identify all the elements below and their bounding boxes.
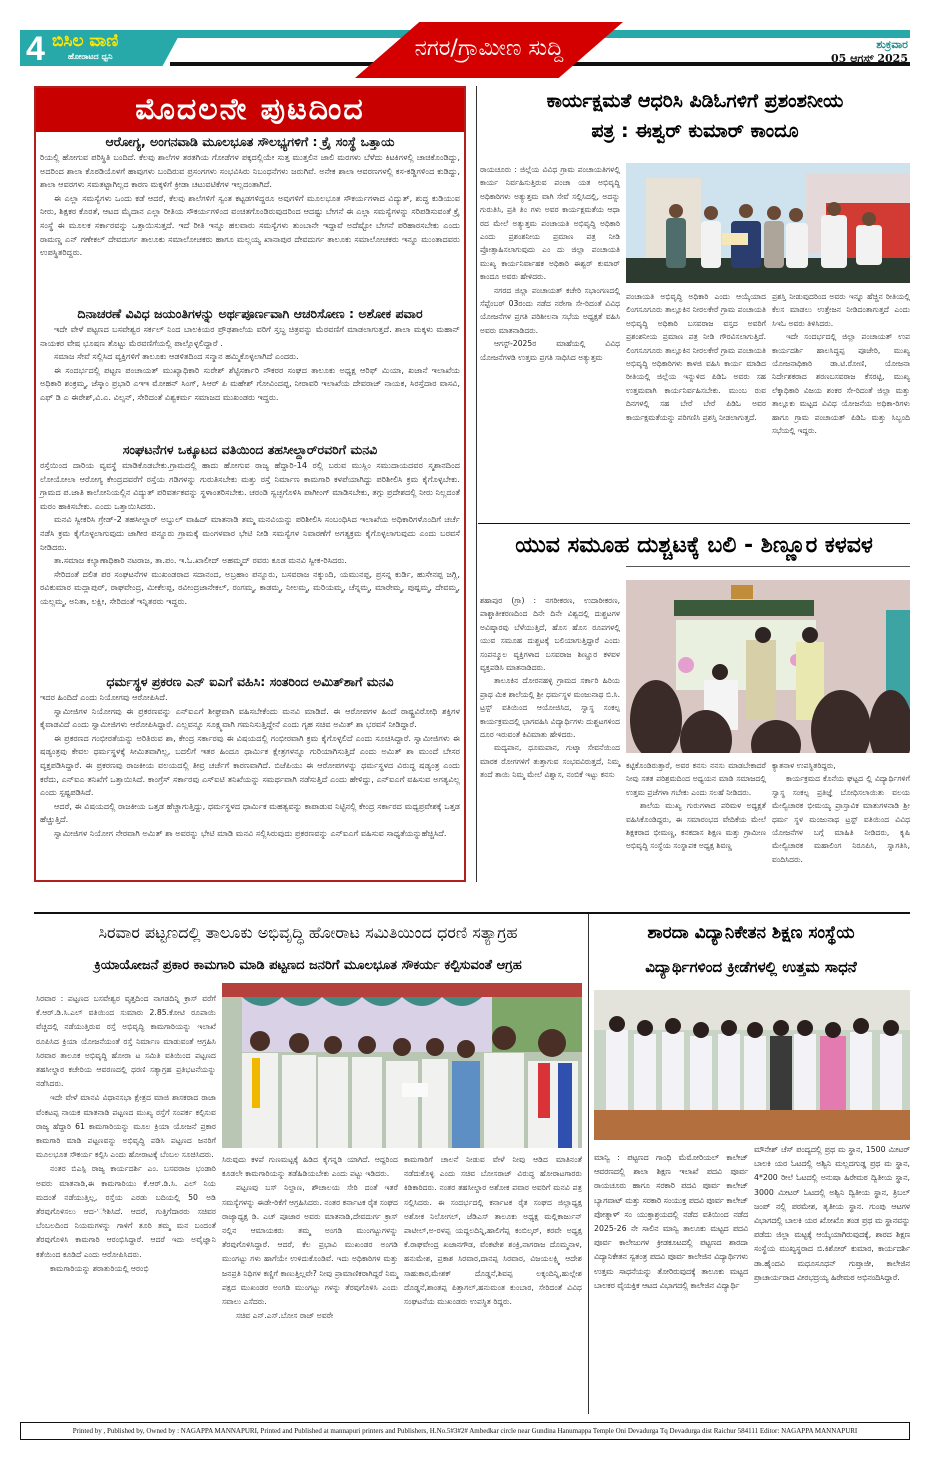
- sharada-headline-line1: ಶಾರದಾ ವಿದ್ಯಾನಿಕೇತನ ಶಿಕ್ಷಣ ಸಂಸ್ಥೆಯ: [647, 923, 855, 943]
- pdo-column-1: [480, 163, 620, 364]
- paragraph: ತಾಲೂಕಿನ ದೋರನಹಳ್ಳಿ ಗ್ರಾಮದ ಸರ್ಕಾರಿ ಹಿರಿಯ ಪ್ರಾಥ ಮಿಕ ಶಾಲೆಯಲ್ಲಿ ಶ್ರೀ ಧರ್ಮಸ್ಥಳ ಮಂಜುನಾಥ ಬಿ.ಸಿ. ಟ್ರಸ್ಟ್ ವತಿಯಿಂದ ಆಯೋಜಿಸಿದ, ಸ್ವಾಸ್ಥ ಸಂಕಲ್ಪ ಕಾರ್ಯಕ್ರಮದಲ್ಲಿ ಭಾಗವಹಿಸಿ ವಿದ್ಯಾರ್ಥಿಗಳು ದುಶ್ಚಟಗಳಿಂದ ದೂರ ಇರುವಂತೆ ಕಿವಿಮಾತು ಹೇಳಿದರು.: [480, 676, 620, 740]
- article-dharmasthala-body: [40, 691, 460, 841]
- paragraph: ಇದರ ಹಿಂದಿದೆ ಎಂದು ನಿಯೋಗವು ಆರೋಪಿಸಿದೆ.: [40, 692, 168, 702]
- youth-headline: ಯುವ ಸಮೂಹ ದುಶ್ಚಟಕ್ಕೆ ಬಲಿ - ಶಿಣ್ಣೂರ ಕಳವಳ: [515, 533, 873, 558]
- page-number: 4: [26, 30, 45, 68]
- paragraph: ಆದರೆ, ಈ ವಿಷಯದಲ್ಲಿ ರಾಜಕೀಯ ಒತ್ತಡ ಹೆಚ್ಚಾಗುತ್ತಿದ್ದು, ಧರ್ಮಸ್ಥಳದ ಧಾರ್ಮಿಕ ಮಹತ್ವವನ್ನು ಕಾಪಾಡುವ ನಿಟ್ಟಿನಲ್ಲಿ ಕೇಂದ್ರ ಸರ್ಕಾರದ ಮಧ್ಯಪ್ರವೇಶಕ್ಕೆ ಒತ್ತಡ ಹೆಚ್ಚುತ್ತಿದೆ.: [40, 800, 460, 825]
- paragraph: ಮೌನೇಶ್ ಚೆಸ್ ಪಂದ್ಯದಲ್ಲಿ ಪ್ರಥ ಮ ಸ್ಥಾನ, 1500 ಮೀಟರ್ ಬಾಲಕಿ ಯರ ಓಟದಲ್ಲಿ ಅಶ್ವಿನಿ ಮಲ್ಲದಗುಡ್ಡ ಪ್ರಥ ಮ ಸ್ಥಾನ, 4*200 ರೀಲೆ ಓಟದಲ್ಲಿ ಅನುಷಾ ಹಿರೇಮಠ ದ್ವಿತೀಯ ಸ್ಥಾನ, 3000 ಮೀಟರ್ ಓಟದಲ್ಲಿ ಅಶ್ವಿನಿ ದ್ವಿತೀಯ ಸ್ಥಾನ, ತ್ರಿಬಲ್ ಜಂಪ್ ನಲ್ಲಿ ಪರಮೇಶ, ತೃತೀಯ ಸ್ಥಾನ. ಗುಂಪು ಆಟಗಳ ವಿಭಾಗದಲ್ಲಿ ಬಾಲಕಿ ಯರ ಖೋಖೊ ತಂಡ ಪ್ರಥ ಮ ಸ್ಥಾನವನ್ನು ಪಡೆದು ಜಿಲ್ಲಾ ಮಟ್ಟಕ್ಕೆ ಆಯ್ಕೆಯಾಗಿರುವುದಕ್ಕೆ, ಶಾರದ ಶಿಕ್ಷಣ ಸಂಸ್ಥೆಯ ಮುಖ್ಯಸ್ಥರಾದ ಬಿ.ಕಿಶೋರ್ ಕುಮಾರ, ಕಾರ್ಯದರ್ಶಿ ಡಾ.ಹೈಂದವಿ ಮಧೂಸೂಧನ್ ಗುಪ್ತಾಜೀ, ಕಾಲೇಜಿನ ಪ್ರಾಚಾರ್ಯರಾದ ವೀರಭದ್ರಯ್ಯ ಹಿರೇಮಠ ಅಭಿನಂದಿಸಿದ್ದಾರೆ.: [754, 1145, 910, 1282]
- sirwar-column-2: [222, 1153, 398, 1323]
- paragraph: ಕಾಮಗಾರಿಗೆ ಚಾಲನೆ ನೀಡುವ ವೇಳೆ ನೀವು ಆಡಿದ ಮಾತಿನಂತೆ ನಡೆದುಕೊಳ್ಳಿ ಎಂದು ಸಚಿವ ಬೋಸರಾಜ್ ವಿರುದ್ಧ ಹೋರಾಟಗಾರರು ಕಿಡಿಕಾರಿದರು. ನಂತರ ತಹಸೀಲ್ದಾರ ಅಶೋಕ ಪವಾರ ಅವರಿಗೆ ಮನವಿ ಪತ್ರ ಸಲ್ಲಿಸಿದರು. ಈ ಸಂದರ್ಭದಲ್ಲಿ ಕರ್ನಾಟಕ ರೈತ ಸಂಘದ ಜಿಲ್ಲಾಧ್ಯಕ್ಷ ಅಶೋಕ ನಿಲೋಗಲ್, ಜೆಡಿಎಸ್ ತಾಲೂಕು ಅಧ್ಯಕ್ಷ ಮಲ್ಲಿಕಾರ್ಜುನ್ ಪಾಟೀಲ್,ಅ-ರಳಪ್ಪ ಯದ್ದಲದಿನ್ನಿ,ಹಾಲಿಗೆಪ್ಪ ಕಂಬಿಲ್ಕರ್, ಕರವೇ ಅಧ್ಯಕ್ಷ ಕೆ.ರಾಘವೇಂದ್ರ ಖಜಾನಗೌಡ, ವೆಂಕಟೇಶ ಶಂಕ್ರಿ,ನಾಗರಾಜ ದೊಮ್ಮನಾಳ, ಹನುಮೇಶ, ಪ್ರಕಾಶ ಸಿರವಾರ,ದಾನಪ್ಪ ಸಿರವಾರ, ವಿಜಯಲಕ್ಷ್ಮಿ ಆದೇಶ ಸಾಹುಕಾರ,ಮೇಶಕ್ ದೊಡ್ಡನೆ,ಶಿವಪ್ಪ ಲಕ್ಕಂದಿನ್ನಿ,ಹುಲ್ಲೇಶ ದೊಡ್ಡನೆ,ಶಾಂತಪ್ಪ ಪಿತ್ತಾಗಲ್,ಹನುಮಂತ ಕುಂಬಾರ, ಸೇರಿದಂತೆ ವಿವಿಧ ಸಂಘಟನೆಯ ಮುಖಂಡರು ಉಪಸ್ಥಿತ ರಿದ್ದರು.: [404, 1155, 582, 1307]
- pdo-headline-line2: ಪತ್ರ : ಈಶ್ವರ್ ಕುಮಾರ್ ಕಾಂದೂ: [591, 120, 799, 142]
- paragraph: ಕಾರ್ಯಕ್ರಮದ ಕೊನೆಯ ಘಟ್ಟದ ಲ್ಲಿ ವಿದ್ಯಾರ್ಥಿಗಳಿಗೆ ಸ್ವಾಸ್ಥ ಸಂಕಲ್ಪ ಪ್ರತಿಜ್ಞೆ ಬೋಧಿಸಲಾಯಿತು ವಲಯ ಮೇಲ್ವಿಚಾರಕ ಭೀಮಯ್ಯ ಪ್ರಾಸ್ತಾವಿಕ ಮಾತುಗಳನಾಡಿ ಶ್ರೀ ಧರ್ಮ ಸ್ಥಳ ಮಂಜುನಾಥ ಟ್ರಸ್ಟ್ ವತಿಯಿಂದ ವಿವಿಧ ಯೋಜನೆಗಳ ಬಗ್ಗೆ ಮಾಹಿತಿ ನೀಡಿದರು, ಕೃಷಿ ಮೇಲ್ವಿಚಾರಕ ಮಹಾಲಿಂಗ ನಿರೂಪಿಸಿ, ಸ್ವಾಗತಿಸಿ, ವಂದಿಸಿದರು.: [772, 774, 910, 864]
- article-divider: [478, 523, 910, 524]
- paragraph: ಈ ಎಲ್ಲಾ ಸಮಸ್ಯೆಗಳು ಒಂದು ಕಡೆ ಆದರೆ, ಕೆಲವು ಶಾಲೆಗಳಿಗೆ ಸ್ವಂತ ಕಟ್ಟಡಗಳಿದ್ದರೂ ಅವುಗಳಿಗೆ ಮೂಲಭೂತ ಸೌಕರ್ಯಗಳಾದ ವಿದ್ಯುತ್, ಶುದ್ಧ ಕುಡಿಯುವ ನೀರು, ಶಿಕ್ಷಕರ ಕೊರತೆ, ಆಟದ ಮೈದಾನ ಎಲ್ಲಾ ರೀತಿಯ ಸೌಕರ್ಯಗಳಿಂದ ವಂಚಿತಗೊಂಡಿರುವುದರಿಂದ ಆದಷ್ಟು ಬೇಗನೆ ಈ ಎಲ್ಲಾ ಸಮಸ್ಯೆಗಳನ್ನು ಸರಿಪಡಿಸುವಂತೆ ಕ್ರೈ ಸಂಸ್ಥೆ ಈ ಮೂಲಕ ಸರ್ಕಾರವನ್ನು ಒತ್ತಾಯಿಸುತ್ತದೆ. ಇದೆ ರೀತಿ ಇನ್ನೂ ಹಲವಾರು ಸಮಸ್ಯೆಗಳು ತುಂಬಾನೇ ಇದ್ದಾವೆ ಅದೆಷ್ಟೋ ಬೇಗನೆ ಪರಿಹಾರಸಬೇಕು ಎಂದು ರಾಮಣ್ಣ ಎನ್ ಗಣೇಕಲ್ ದೇವದುರ್ಗ ತಾಲೂಕು ಸಮಾಲೋಚಕರು ಹಾಗೂ ಮಲ್ಲಯ್ಯ ಖಾನಾಪುರ ದೇವದುರ್ಗ ತಾಲೂಕು ಸಮಾಲೋಚಕರು ಇನ್ನೂ ಮುಂತಾದವರು ಉಪಸ್ಥಿತರಿದ್ದರು.: [40, 192, 460, 258]
- paragraph: ಸಮಾಜ ಸೇವೆ ಸಲ್ಲಿಸಿದ ವ್ಯಕ್ತಿಗಳಿಗೆ ತಾಲೂಕು ಆಡಳಿತದಿಂದ ಸನ್ಮಾನ ಹಮ್ಮಿಕೊಳ್ಳಲಾಗಿದೆ ಎಂದರು.: [54, 351, 299, 362]
- subhead-tahsildar: ಸಂಘಟನೆಗಳ ಒಕ್ಕೂಟದ ವತಿಯಿಂದ ತಹಸೀಲ್ದಾರ್‌ರವರಿಗೆ ಮನವಿ: [122, 442, 378, 457]
- paragraph: ಸ್ವಾಮೀಜಿಗಳ ನಿಯೋಗವು ಈ ಪ್ರಕರಣವನ್ನು ಎನ್‌ಐಎಗೆ ಶೀಘ್ರವಾಗಿ ವಹಿಸಬೇಕೆಂದು ಮನವಿ ಮಾಡಿದೆ. ಈ ಆರೋಪಗಳ ಹಿಂದೆ ರಾಷ್ಟ್ರವಿರೋಧಿ ಶಕ್ತಿಗಳ ಕೈವಾಡವಿದೆ ಎಂದು ಸ್ವಾಮೀಜಿಗಳು ಆರೋಪಿಸಿದ್ದಾರೆ. ಎಲ್ಲವನ್ನೂ ಸೂಕ್ಷ್ಮವಾಗಿ ಗಮನಿಸುತ್ತಿದ್ದೇನೆ ಎಂದು ಗೃಹ ಸಚಿವ ಅಮಿತ್ ಶಾ ಭರವಸೆ ನೀಡಿದ್ದಾರೆ.: [40, 705, 460, 730]
- paragraph: ರಸ್ತೆಯಿಂದ ದಾರಿಯ ವ್ಯವಸ್ಥೆ ಮಾಡಿಕೊಡಬೇಕು.ಗ್ರಾಮದಲ್ಲಿ ಹಾದು ಹೋಗುವ ರಾಜ್ಯ ಹೆದ್ದಾರಿ-14 ರಲ್ಲಿ ಬರುವ ಮುಸ್ಲಿಂ ಸಮುದಾಯದವರ ಸ್ಮಶಾನದಿಂದ ಲೋಯೋಲಾ ಆರೋಗ್ಯ ಕೇಂದ್ರದವರೆಗೆ ರಸ್ತೆಯ ಗಡಿಗಳನ್ನು ಗುರುತಿಸಬೇಕು ಮತ್ತು ರಸ್ತೆ ನಿರ್ಮಾಣ ಕಾಮಗಾರಿ ಕಳಪೆಯಾಗಿದ್ದು ಪರಿಶೀಲಿಸಿ ಕ್ರಮ ಕೈಗೊಳ್ಳಬೇಕು. ಗ್ರಾಮದ ಪ.ಜಾತಿ ಕಾಲೋನಿಯಲ್ಲಿನ ವಿದ್ಯುತ್ ಪರಿವರ್ತಕವನ್ನು ಸ್ಥಳಾಂತರಿಸಬೇಕು. ಚರಂಡಿ ಸ್ವಚ್ಛಗೊಳಿಸಿ ಪಾಗೀಂಗ್ ಮಾಡಿಸಬೇಕು, ತಗ್ಗು ಪ್ರದೇಶದಲ್ಲಿ ನೀರು ನಿಲ್ಲದಂತೆ ಮರಂ ಹಾಕಿಸಬೇಕು. ಎಂದು ಒತ್ತಾಯಿಸಿದರು.: [40, 460, 460, 511]
- pdo-column-2: [626, 290, 766, 424]
- paragraph: ತಾ.ಸಮಾಜ ಕಲ್ಯಾಣಾಧಿಕಾರಿ ನಟರಾಜ, ತಾ.ಪಂ. ಇ.ಓ.ಖಾಲೀದ್ ಅಹಮ್ಮದ್ ರವರು ಕೂಡ ಮನವಿ ಸ್ವೀಕ-ರಿಸಿದರು.: [54, 555, 347, 566]
- paragraph: ಮನವಿ ಸ್ವೀಕರಿಸಿ ಗ್ರೇಡ್-2 ತಹಸೀಲ್ದಾರ್ ಅಬ್ದುಲ್ ವಾಹಿದ್ ಮಾತನಾಡಿ ತಮ್ಮ ಮನವಿಯನ್ನು ಪರಿಶೀಲಿಸಿ ಸಂಬಂಧಿಸಿದ ಇಲಾಖೆಯ ಅಧಿಕಾರಿಗಳೊಂದಿಗೆ ಚರ್ಚೆ ನಡೆಸಿ ಕ್ರಮ ಕೈಗೊಳ್ಳಲಾಗುವುದು ಜಾಗೀರ ಪನ್ನೂರು ಗ್ರಾಮಕ್ಕೆ ಮಂಗಳವಾರ ಭೇಟಿ ನೀಡಿ ಸಮಸ್ಯೆಗಳ ನಿವಾರಣೆಗೆ ಅಗತ್ಯಕ್ರಮ ಕೈಗೊಳ್ಳಲಾಗುವುದು ಎಂದು ಬರವಸೆ ನೀಡಿದರು.: [40, 514, 460, 552]
- paragraph: ಮಾನ್ವಿ : ಪಟ್ಟಣದ ಗಾಂಧಿ ಮೆಮೋರಿಯಲ್ ಕಾಲೇಜ್ ಆವರಣದಲ್ಲಿ ಶಾಲಾ ಶಿಕ್ಷಣ ಇಲಾಖೆ ಪದವಿ ಪೂರ್ವ ರಾಯಚೂರು ಹಾಗೂ ಸರಕಾರಿ ಪದವಿ ಪೂರ್ವ ಕಾಲೇಜ್ ಬ್ಯಾಗವಾಟ್ ಮತ್ತು ಸರಕಾರಿ ಸಂಯುಕ್ತ ಪದವಿ ಪೂರ್ವ ಕಾಲೇಜ್ ಪೋತ್ನಾಳ್ ಸಂ ಯುಕ್ತಾಶ್ರಯದಲ್ಲಿ ನಡೆದ ವತಿಯಿಂದ ನಡೆದ 2025-26 ನೇ ಸಾಲಿನ ಮಾನ್ವಿ ತಾಲೂಕು ಮಟ್ಟದ ಪದವಿ ಪೂರ್ವ ಕಾಲೇಜುಗಳ ಕ್ರೀಡಕೂಟದಲ್ಲಿ ಪಟ್ಟಣದ ಶಾರದಾ ವಿದ್ಯಾನಿಕೇತನ ಸ್ವತಂತ್ರ ಪದವಿ ಪೂರ್ವ ಕಾಲೇಜಿನ ವಿದ್ಯಾರ್ಥಿಗಳು ಉತ್ತಮ ಸಾಧನೆಯನ್ನು ತೋರಿರುವುದಕ್ಕೆ ತಾಲೂಕು ಮಟ್ಟದ ಬಾಲಕರ ವೈಯಕ್ತಿಕ ಆಟದ ವಿಭಾಗದಲ್ಲಿ ಕಾಲೇಜಿನ ವಿದ್ಯಾರ್ಥಿ: [594, 1153, 748, 1290]
- section-title: ನಗರ/ಗ್ರಾಮೀಣ ಸುದ್ದಿ: [414, 36, 564, 61]
- pdo-headline-line1: ಕಾರ್ಯಕ್ಷಮತೆ ಆಧರಿಸಿ ಪಿಡಿಓಗಳಿಗೆ ಪ್ರಶಂಶನೀಯ: [546, 90, 844, 112]
- paper-name: ಬಿಸಿಲ ವಾಣಿ: [52, 31, 119, 51]
- paragraph: ಶಾಲೆಯ ಮುಖ್ಯ ಗುರುಗಳಾದ ಪರಿಮಳ ಅಧ್ಯಕ್ಷತೆ ವಹಿಸಿಕೊಂಡಿದ್ದರು, ಈ ಸಮಾರಂಭದ ವೇದಿಕೆಯ ಮೇಲೆ ಶಿಕ್ಷಕರಾದ ಭೀಮಣ್ಣ, ಕನಕದಾಸ ಶಿಕ್ಷಣ ಮತ್ತು ಗ್ರಾಮೀಣ ಅಭಿವೃದ್ಧಿ ಸಂಸ್ಥೆಯ ಸಂಸ್ಥಾಪಕ ಅಧ್ಯಕ್ಷ ಶಿವಣ್ಣ: [626, 801, 766, 851]
- paragraph: ಕ್ಯಾತನಾಳ ಉಪಸ್ಥಿತರಿದ್ದರು,: [772, 761, 836, 770]
- section-rule: [34, 912, 910, 914]
- paragraph: ಕಾಮಗಾರಿಯನ್ನು ಶರಾತುರಿಯಲ್ಲಿ ಆರಂಭಿ: [50, 1263, 149, 1273]
- subhead-dharmasthala: ಧರ್ಮಸ್ಥಳ ಪ್ರಕರಣ ಎನ್ ಐಎಗೆ ವಹಿಸಿ: ಸಂತರಿಂದ ಅಮಿತ್‌ಶಾಗೆ ಮನವಿ: [106, 674, 394, 689]
- youth-column-3: [772, 759, 910, 866]
- sharada-headline-line2: ವಿದ್ಯಾರ್ಥಿಗಳಿಂದ ಕ್ರೀಡೆಗಳಲ್ಲಿ ಉತ್ತಮ ಸಾಧನೆ: [645, 958, 857, 976]
- sirwar-column-3: [404, 1153, 582, 1309]
- article-jayanti-body: [40, 323, 460, 405]
- imprint-line: Printed by , Published by, Owned by : NAGAPPA MANNAPURI, Printed and Published at mannapuri printers and Publishers, H.No.5#3#2# Ambedkar circle near Gundina Hanumappa Temple Oni Devadurga Tq Devadurga dist Raichur 584111 Editor: NAGAPPA MANNAPURI: [72, 1427, 858, 1435]
- paragraph: ನಗರದ ಜಿಲ್ಲಾ ಪಂಚಾಯತ್ ಕಚೇರಿ ಸಭಾಂಗಣದಲ್ಲಿ ಸೆಪ್ಟೆಂಬರ್ 03ರಂದು ನಡೆದ ನರೇಗಾ ಸೇ-ರಿದಂತೆ ವಿವಿಧ ಯೋಜನೆಗಳ ಪ್ರಗತಿ ಪರಿಶೀಲನಾ ಸಭೆಯ ಅಧ್ಯಕ್ಷತೆ ವಹಿಸಿ ಅವರು ಮಾತನಾಡಿದರು.: [480, 285, 620, 335]
- paper-tagline: ಹೋರಾಟದ ಧ್ವನಿ: [68, 52, 113, 61]
- continuation-banner-title: ಮೊದಲನೇ ಪುಟದಿಂದ: [135, 92, 365, 127]
- pdo-column-3: [772, 290, 910, 437]
- pdo-award-photo: [626, 163, 910, 283]
- paragraph: ನಂತರ ಬಿಎಸ್ಪಿ ರಾಜ್ಯ ಕಾರ್ಯದರ್ಶಿ ಎಂ. ಬಸವರಾಜ ಭಂಡಾರಿ ಅವರು ಮಾತನಾಡಿ,ಈ ಕಾಮಗಾರಿಯು ಕೆ.ಆರ್.ಡಿ.ಸಿ. ಎಲ್ ನಿಯ ಮದಂತೆ ನಡೆಯುತ್ತಿಲ್ಲ, ರಸ್ತೆಯ ಎರಡು ಬದಿಯಲ್ಲಿ 50 ಅಡಿ ತೆರವುಗೊಳಿಸಲು ಆದ-'ೇಶಿಸಿದೆ. ಆದರೆ, ಗುತ್ತಿಗೆದಾರರು ಸಚಿವರ ಬೆಂಬಲದಿಂದ ನಿಯಮಗಳನ್ನು ಗಾಳಿಗೆ ತೂರಿ ತಮ್ಮ ಮನ ಬಂದಂತೆ ತೆರವುಗೊಳಿಸಿ ಕಾಮಗಾರಿ ಆರಂಭಿಸಿದ್ದಾರೆ. ಆದರೆ ಇದು ಅವೈಜ್ಞಾನಿ ಕತೆಯಿಂದ ಕೂಡಿದೆ ಎಂದು ಆರೋಪಿಸಿದರು.: [36, 1164, 216, 1259]
- column-rule: [476, 86, 477, 882]
- sirwar-headline-line1: ಸಿರವಾರ ಪಟ್ಟಣದಲ್ಲಿ ತಾಲೂಕು ಅಭಿವೃದ್ಧಿ ಹೋರಾಟ ಸಮಿತಿಯಿಂದ ಧರಣಿ ಸತ್ಯಾಗ್ರಹ: [98, 923, 518, 942]
- paragraph: ಸಿರುವುದು ಕಳಪೆ ಗುಣಮಟ್ಟಕ್ಕೆ ಹಿಡಿದ ಕೈಗನ್ನಡಿ ಯಾಗಿದೆ. ಆದ್ದರಿಂದ ಕೂಡಲೇ ಕಾಮಗಾರಿಯನ್ನು ತಡೆಹಿಡಿಯಬೇಕು ಎಂದು ಪಟ್ಟು ಇಡಿದರು.: [222, 1155, 398, 1179]
- paragraph: ಈ ಪ್ರಕರಣದ ಗಂಭೀರತೆಯನ್ನು ಅರಿತಿರುವ ಶಾ, ಕೇಂದ್ರ ಸರ್ಕಾರವು ಈ ವಿಷಯದಲ್ಲಿ ಗಂಭೀರವಾಗಿ ಕ್ರಮ ಕೈಗೊಳ್ಳಲಿದೆ ಎಂದು ಸೂಚಿಸಿದ್ದಾರೆ. ಸ್ವಾಮೀಜಿಗಳು ಈ ಷಡ್ಯಂತ್ರವು ಕೇವಲ ಧರ್ಮಸ್ಥಳಕ್ಕೆ ಸೀಮಿತವಾಗಿಲ್ಲ, ಬದಲಿಗೆ ಇತರ ಹಿಂದೂ ಧಾರ್ಮಿಕ ಕ್ಷೇತ್ರಗಳನ್ನೂ ಗುರಿಯಾಗಿಸುತ್ತಿದೆ ಎಂದು ಅಮಿತ್ ಶಾ ಮುಂದೆ ಬೇಸರ ವ್ಯಕ್ತಪಡಿಸಿದ್ದಾರೆ. ಈ ಪ್ರಕರಣವು ರಾಜಕೀಯ ವಲಯದಲ್ಲಿ ತೀವ್ರ ಚರ್ಚೆಗೆ ಕಾರಣವಾಗಿದೆ. ಬಿಜೆಪಿಯು ಈ ಆರೋಪಗಳನ್ನು ಧರ್ಮಸ್ಥಳದ ವಿರುದ್ಧ ಷಡ್ಯಂತ್ರ ಎಂದು ಕರೆದು, ಎನ್‌ಐಎ ತನಿಖೆಗೆ ಒತ್ತಾಯಿಸಿದೆ. ಕಾಂಗ್ರೆಸ್ ಸರ್ಕಾರವು ಎಸ್‌ಐಟಿ ತನಿಖೆಯನ್ನು ಸಮರ್ಥವಾಗಿ ನಡೆಸುತ್ತಿದೆ ಎಂದು ಹೇಳಿದ್ದು, ಎನ್‌ಐಎಗೆ ವಹಿಸುವ ಅಗತ್ಯವಿಲ್ಲ ಎಂದು ಸ್ಪಷ್ಟಪಡಿಸಿದೆ.: [40, 732, 460, 798]
- sharada-column-2: [754, 1143, 910, 1285]
- youth-column-1: [480, 594, 620, 782]
- paragraph: ರಾಯಚೂರು : ಜಿಲ್ಲೆಯ ವಿವಿಧ ಗ್ರಾಮ ಪಂಚಾಯತಿಗಳಲ್ಲಿ ಕಾರ್ಯ ನಿರ್ವಹಿಸುತ್ತಿರುವ ಪಂಚಾ ಯತ ಅಭಿವೃದ್ಧಿ ಅಧಿಕಾರಿಗಳು ಅತ್ಯುತ್ತಮ ವಾಗಿ ಸೇವೆ ಸಲ್ಲಿಸಿದಲ್ಲಿ, ಅದನ್ನು ಗುರುತಿಸಿ, ಪ್ರತಿ ತಿಂ ಗಳು ಅವರ ಕಾರ್ಯಕ್ಷಮತೆಯ ಆಧಾ ರದ ಮೇಲೆ ಅತ್ಯುತ್ತಮ ಪಂಚಾಯತಿ ಅಭಿವೃದ್ಧಿ ಅಧಿಕಾರಿ ಎಂದು ಪ್ರಶಂಶನೀಯ ಪ್ರಮಾಣ ಪತ್ರ ನೀಡಿ ಪ್ರೋತ್ಸಾಹಿಸಲಾಗುವುದು ಎಂ ದು ಜಿಲ್ಲಾ ಪಂಚಾಯತಿ ಮುಖ್ಯ ಕಾರ್ಯನಿರ್ವಾಹಕ ಅಧಿಕಾರಿ ಈಶ್ವರ್ ಕುಮಾರ್ ಕಾಂದೂ ಅವರು ಹೇಳಿದರು.: [480, 165, 620, 282]
- paragraph: ಪಂಚಾಯತಿ ಅಭಿವೃದ್ಧಿ ಅಧಿಕಾರಿ ಎಂದು ಆಯ್ಕೆಯಾದ ಲಿಂಗಸೂಗೂರು ತಾಲ್ಲೂಕಿನ ನೀರಲಕೇರೆ ಗ್ರಾಮ ಪಂಚಾಯತಿ ಅಭಿವೃದ್ಧಿ ಅಧಿಕಾರಿ ಬಸವರಾಜ ವಸ್ತದ ಅವರಿಗೆ ಪ್ರಶಂಶನೀಯ ಪ್ರಮಾಣ ಪತ್ರ ನೀಡಿ ಗೌರವಿಸಲಾಗುತ್ತಿದೆ. ಲಿಂಗಸೂಗೂರು ತಾಲ್ಲೂಕಿನ ನೀರಲಕೇರೆ ಗ್ರಾಮ ಪಂಚಾಯತಿ ಅಭಿವೃದ್ಧಿ ಅಧಿಕಾರಿಗಳು ಕಾಳಜಿ ವಹಿಸಿ ಕಾರ್ಯ ಮಾಡಿದ ರೀತಿಯಲ್ಲಿ ಜಿಲ್ಲೆಯ ಇನ್ನುಳಿದ ಪಿಡಿಓ ಅವರು ಸಹ ಉತ್ತಮವಾಗಿ ಕಾರ್ಯನಿರ್ವಹಿಸಬೇಕು. ಮುಂಬ ರುವ ದಿನಗಳಲ್ಲಿ ಸಹ ಬೇರೆ ಬೇರೆ ಪಿಡಿಓ ಅವರ ಕಾರ್ಯಕ್ಷಮತೆಯನ್ನು ಪರಿಗಣಿಸಿ ಪ್ರಶಸ್ತಿ ನೀಡಲಾಗುತ್ತದೆ.: [626, 292, 766, 422]
- sirwar-column-1: [36, 992, 216, 1276]
- sharada-column-1: [594, 1151, 748, 1293]
- paragraph: ಶಹಾಪುರ (ಗ್ರಾ) : ನಗರೀಕರಣ, ಉದಾರೀಕರಣ, ಪಾಶ್ಚಾತೀಕರಣದಿಂದ ದಿನೇ ದಿನೇ ವಿಶ್ವದಲ್ಲಿ ದುಶ್ಚಟಗಳ ಅವಿಷ್ಕಾರವು ಬೆಳೆಯುತ್ತಿದೆ, ಹೊಸ ಹೊಸ ರೂಪಗಳಲ್ಲಿ ಯುವ ಸಮೂಹ ದುಶ್ಚಟಕ್ಕೆ ಬಲಿಯಾಗುತ್ತಿದ್ದಾರೆ ಎಂದು ಸಂಪನ್ಮೂಲ ವ್ಯಕ್ತಿಗಳಾದ ಬಸವರಾಜ ಶಿಣ್ಣೂರ ಕಳವಳ ವ್ಯಕ್ತಪಡಿಸಿ ಮಾತನಾಡಿದರು.: [480, 596, 620, 673]
- sharada-students-photo: [594, 990, 910, 1140]
- article-tahsildar-body: [40, 459, 460, 609]
- paragraph: ಪಟ್ಟಣವು ಬಸ್ ನಿಲ್ದಾಣ, ಶೌಚಾಲಯ ಸೇರಿ ದಂತೆ ಇತರೆ ಸಮಸ್ಯೆಗಳನ್ನು ಈಡೇ-ರಿಕೆಗೆ ಆಗ್ರಹಿಸಿದರು. ನಂತರ ಕರ್ನಾಟಕ ರೈತ ಸಂಘದ ರಾಜ್ಯಾಧ್ಯಕ್ಷ ಡಿ. ಎಚ್ ಪೂಜಾರ ಅವರು ಮಾತನಾಡಿ,ದೇವದುರ್ಗ ಕ್ರಾಸ್ ನಲ್ಲಿನ ಆಮಾಯಕರು ತಮ್ಮ ಅಂಗಡಿ ಮುಂಗಟ್ಟುಗಳನ್ನು ತೆರವುಗೊಳಿಸಿದ್ದಾರೆ. ಆದರೆ, ಕೆಲ ಪ್ರಭಾವಿ ಮುಖಂಡರ ಅಂಗಡಿ ಮುಂಗಟ್ಟು ಗಳು ಹಾಗೆಯೇ ಉಳಿದುಕೊಂಡಿವೆ. ಇದು ಅಧಿಕಾರಿಗಳ ಮತ್ತು ಜನಪ್ರತಿ ನಿಧಿಗಳ ಕಣ್ಣಿಗೆ ಕಾಣುತ್ತಿಲ್ಲವೇ? ನೀವು ಪ್ರಾಮಾಣಿಕರಾಗಿದ್ದರೆ ನಿಮ್ಮ ಪಕ್ಷದ ಮುಖಂಡರ ಅಂಗಡಿ ಮುಂಗಟ್ಟು ಗಳನ್ನು ತೆರವುಗೊಳಿಸಿ ಎಂದು ಸವಾಲು ಎಸೆದರು.: [222, 1183, 398, 1307]
- subhead-jayanti: ದಿನಾಚರಣೆ ವಿವಿಧ ಜಯಂತಿಗಳನ್ನು ಅರ್ಥಪೂರ್ಣವಾಗಿ ಆಚರಿಸೋಣ : ಅಶೋಕ ಪವಾರ: [77, 306, 423, 321]
- paragraph: ಇದೇ ವೇಳೆ ಮಾನವಿ ವಿಧಾನಸಭಾ ಕ್ಷೇತ್ರದ ಮಾಜಿ ಶಾಸಕರಾದ ರಾಜಾ ವೆಂಕಟಪ್ಪ ನಾಯಕ ಮಾತನಾಡಿ ಪಟ್ಟಣದ ಮುಖ್ಯ ರಸ್ತೆಗೆ ಸಂಪರ್ಕ ಕಲ್ಪಿಸುವ ರಾಜ್ಯ ಹೆದ್ದಾರಿ 61 ಕಾಮಗಾರಿಯನ್ನು ಮೂಲ ಕ್ರಿಯಾ ಯೋಜನೆ ಪ್ರಕಾರ ಕಾಮಗಾರಿ ಮಾಡಿ ಪಟ್ಟಣವನ್ನು ಅಭಿವೃದ್ಧಿ ಪಡಿಸಿ ಪಟ್ಟಣದ ಜನರಿಗೆ ಮೂಲಭೂತ ಸೌಕರ್ಯ ಕಲ್ಪಿಸಿ ಎಂದು ಹೋರಾಟಕ್ಕೆ ಬೆಂಬಲ ಸೂಚಿಸಿದರು.: [36, 1093, 216, 1160]
- paragraph: ಕಟ್ಟಿಕೊಂಡಿರುತ್ತಾರೆ, ಅವರ ಕನಸು ನನಸು ಮಾಡಬೇಕಾದರೆ ನೀವು ಸತತ ಪರಿಶ್ರಮದಿಂದ ಅಧ್ಯಯನ ಮಾಡಿ ಸಮಾಜದಲ್ಲಿ ಉತ್ತಮ ಪ್ರಜೆಗಳಾ ಗಬೇಕು ಎಂದು ಸಲಹೆ ನೀಡಿದರು.: [626, 761, 766, 797]
- paragraph: ಮದ್ಯಪಾನ, ಧೂಮಪಾನ, ಗುಟ್ಕಾ ಸೇವನೆಯಿಂದ ಮಾರಕ ರೋಗಗಳಿಗೆ ತುತ್ತಾಗುವ ಸಂಭವವಿರುತ್ತದೆ, ನಿಮ್ಮ ತಂದೆ ತಾಯಿ ನಿಮ್ಮ ಮೇಲೆ ವಿಶ್ವಾಸ, ನಂಬಿಕೆ ಇಟ್ಟು ಕನಸು: [480, 743, 620, 780]
- paragraph: ಆಗಸ್ಟ್-2025ರ ಮಾಹೆಯಲ್ಲಿ ವಿವಿಧ ಯೋಜನೆಗಳಡಿ ಉತ್ತಮ ಪ್ರಗತಿ ಸಾಧಿಸಿದ ಅತ್ಯುತ್ತಮ: [480, 339, 620, 362]
- sirwar-protest-photo: [222, 983, 582, 1148]
- paragraph: ಸ್ವಾಮೀಜಿಗಳ ನಿಯೋಗ ನೇರವಾಗಿ ಅಮಿತ್ ಶಾ ಅವರನ್ನು ಭೇಟಿ ಮಾಡಿ ಮನವಿ ಸಲ್ಲಿಸಿರುವುದು ಪ್ರಕರಣವನ್ನು ಎನ್‌ಐಎಗೆ ವಹಿಸುವ ಸಾಧ್ಯತೆಯನ್ನುಹೆಚ್ಚಿಸಿದೆ.: [54, 827, 447, 838]
- issue-date: 05 ಆಗಸ್ಟ್ 2025: [831, 52, 908, 65]
- paragraph: ಇದೇ ಸಂದರ್ಭದಲ್ಲಿ ಜಿಲ್ಲಾ ಪಂಚಾಯತ್ ಉಪ ಕಾರ್ಯದರ್ಶಿ ಹಾಲಸಿದ್ಧಪ್ಪ ಪೂಜೇರಿ, ಮುಖ್ಯ ಯೋಜನಾಧಿಕಾರಿ ಡಾ.ಟಿ.ರೋಣಿ, ಯೋಜನಾ ನಿರ್ದೇಶಕರಾದ ಶರಣಬಸವರಾಜ ಕೆಸರಟ್ಟಿ, ಮುಖ್ಯ ಲೆಕ್ಕಾಧಿಕಾರಿ ವಿಜಯ ಶಂಕರ ಸೇ-ರಿದಂತೆ ಜಿಲ್ಲಾ ಮತ್ತು ತಾಲ್ಲೂಕು ಮಟ್ಟದ ವಿವಿಧ ಯೋಜನೆಯ ಅಧಿಕಾ-ರಿಗಳು ಹಾಗೂ ಗ್ರಾಮ ಪಂಚಾಯತ್ ಪಿಡಿಓ ಮತ್ತು ಸಿಬ್ಬಂದಿ ಸಭೆಯಲ್ಲಿ ಇದ್ದರು.: [772, 332, 910, 436]
- column-rule: [588, 914, 589, 1414]
- subhead-health: ಆರೋಗ್ಯ, ಅಂಗನವಾಡಿ ಮೂಲಭೂತ ಸೌಲಭ್ಯಗಳಿಗೆ : ಕ್ರೈ ಸಂಸ್ಥೆ ಒತ್ತಾಯ: [105, 134, 395, 149]
- youth-column-2: [626, 759, 766, 853]
- paragraph: ಇದೇ ವೇಳೆ ಪಟ್ಟಣದ ಬಸವೇಶ್ವರ ಸರ್ಕಲ್ ನಿಂದ ಬಾಲಕಿಯರ ಪ್ರೌಢಶಾಲೆಯ ವರಿಗೆ ಸ್ತಬ್ಧ ಚಿತ್ರವನ್ನು ಮೆರವಣಿಗೆ ಮಾಡಲಾಗುತ್ತದೆ. ಶಾಲಾ ಮಕ್ಕಳು ಮಹಾನ್ ನಾಯಕರ ವೇಷ ಭೂಷಣ ತೊಟ್ಟು ಮೆರವಣಿಗೆಯಲ್ಲಿ ಪಾಲ್ಗೊಳ್ಳಲಿದ್ದಾರೆ .: [40, 324, 460, 348]
- paragraph: ಸಿರವಾರ : ಪಟ್ಟಣದ ಬಸವೇಶ್ವರ ವೃತ್ತದಿಂದ ನಾಗಡದಿನ್ನಿ ಕ್ರಾಸ್ ವರೆಗೆ ಕೆ.ಆರ್.ಡಿ.ಸಿ.ಎಲ್ ವತಿಯಿಂದ ಸುಮಾರು 2.85.ಕೋಟಿ ರೂಪಾಯಿ ವೆಚ್ಚದಲ್ಲಿ ನಡೆಯುತ್ತಿರುವ ರಸ್ತೆ ಅಭಿವೃದ್ಧಿ ಕಾಮಗಾರಿಯನ್ನು ಇಲಾಖೆ ರೂಪಿಸಿದ ಕ್ರಿಯಾ ಯೋಜನೆಯಂತೆ ರಸ್ತೆ ನಿರ್ಮಾಣ ಮಾಡುವಂತೆ ಆಗ್ರಹಿಸಿ ಸಿರವಾರ ತಾಲೂಕ ಅಭಿವೃದ್ಧಿ ಹೋರಾ ಟ ಸಮಿತಿ ವತಿಯಿಂದ ಪಟ್ಟಣದ ತಹಸೀಲ್ದಾರ ಕಚೇರಿಯ ಆವರಣದಲ್ಲಿ ಧರಣಿ ಸತ್ಯಾಗ್ರಹ ಪ್ರತಿಭಟನೆಯನ್ನು ನಡೆಸಿದರು.: [36, 994, 216, 1089]
- paragraph: ಸೇರಿದಂತೆ ದಲಿತ ಪರ ಸಂಘಟನೆಗಳ ಮುಖಂಡರಾದ ಸದಾನಂದ, ಅಬ್ರಹಾಂ ಪನ್ನೂರು, ಬಸವರಾಜ ನಕ್ಕುಂದಿ, ಯಮುನಪ್ಪ, ಪ್ರಸನ್ನ ಕುರ್ಡಿ, ಹುಸೇನಪ್ಪ ಜಗ್ಲಿ, ರವಿಕುಮಾರ ಮದ್ಲಾಪುರ್, ರಾಘವೇಂದ್ರ, ಮೀಕೆಲಪ್ಪ, ರವೀಂದ್ರಜಾನೇಕಲ್, ರಂಗಮ್ಮ, ಕಾಡಮ್ಮ, ನೀಲಮ್ಮ, ಮರಿಯಮ್ಮ, ಚೆನ್ನಮ್ಮ, ಮಾರೇಮ್ಮ, ಪುಷ್ಪಮ್ಮ, ದೇವಮ್ಮ, ಯಲ್ಲಮ್ಮ, ಅನಿತಾ, ಲಕ್ಷೀ, ಸೇರಿದಂತೆ ಇನ್ನಿತರರು ಇದ್ದರು.: [40, 568, 460, 606]
- paragraph: ಈ ಸಂದರ್ಭದಲ್ಲಿ ಪಟ್ಟಣ ಪಂಚಾಯತ್ ಮುಖ್ಯಾಧಿಕಾರಿ ಸುರೇಶ್ ಶೆಟ್ಟಿಸರ್ಕಾರಿ ನೌಕರರ ಸಂಘದ ತಾಲೂಕು ಅಧ್ಯಕ್ಷ ಆರಿಫ್ ಮಿಯಾ, ಖಜಾನೆ ಇಲಾಖೆಯ ಅಧಿಕಾರಿ ಶಂಕ್ರಮ್ಮ, ಜೆಸ್ಕಾಂ ಪ್ರಭಾರಿ ಎಇಇ ಮೋಹನ್ ಸಿಂಗ್, ಸಿಆರ್ ಪಿ ಮಹೇಶ್ ಗೋವಿಂದಪ್ಪ, ನೀರಾವರಿ ಇಲಾಖೆಯ ದೇವರಾಜ್ ನಾಯಕ, ಸಿರಸ್ತೆದಾರ ವಾಸವಿ, ಎಫ್ ಡಿ ಎ ಈರೇಶ್,ವಿ.ಎ. ವಿಲ್ಸನ್, ಸೇರಿದಂತೆ ವಿಶ್ವಕರ್ಮ ಸಮಾಜದ ಮುಖಂಡರು ಇದ್ದರು.: [40, 364, 460, 402]
- paragraph: ರಿಯಲ್ಲಿ ಹೋಗುವ ಪರಿಸ್ಥಿತಿ ಬಂದಿದೆ. ಕೆಲವು ಶಾಲೆಗಳ ತರತಗಿಯ ಗೋಡೆಗಳ ಪಕ್ಕದಲ್ಲಿಯೇ ಸುತ್ತ ಮುತ್ತಲಿನ ಜಾಲಿ ಮರಗಳು ಬೆಳೆದು ಕಿಟಕಿಗಳಲ್ಲಿ ಚಾಚಿಕೊಂಡಿದ್ದು, ಅದರಿಂದ ಶಾಲಾ ಕೊಠಡಿಯೊಳಗೆ ಹಾವುಗಳು ಬಂದಿರುವ ಪ್ರಸಂಗಗಳು ಸಂಭವಿಸಿರು ನಿಬಂಧನೆಗಳು ಜರುಗಿವೆ. ಅನೇಕ ಶಾಲಾ ಆವರಣಗಳಲ್ಲಿ ಕಸ-ಕಡ್ಡಿಗಳಿಂದ ಕುಡಿದ್ದು, ಶಾಲಾ ಆವರಗಳು ಸಮತಟ್ಟಾಗಿಲ್ಲದ ಕಾರಣ ಮಕ್ಕಳಿಗೆ ಕ್ರೀಡಾ ಚಟುವಟಿಕೆಗಳ ಇಲ್ಲದಂತಾಗಿದೆ.: [40, 152, 460, 190]
- paragraph: ಪ್ರಶಸ್ತಿ ನೀಡುವುದರಿಂದ ಅವರು ಇನ್ನೂ ಹೆಚ್ಚಿನ ರೀತಿಯಲ್ಲಿ ಕೆಲಸ ಮಾಡಲು ಉತ್ತೇಜನ ನೀಡಿದಂತಾಗುತ್ತದೆ ಎಂದು ಸಿಇಓ ಅವರು ತಿಳಿಸಿದರು.: [772, 292, 910, 328]
- article-health-body: [40, 151, 460, 260]
- paragraph: ಸಚಿವ ಎನ್.ಎಸ್.ಬೋಸ ರಾಜ್ ಅವರೇ: [236, 1311, 334, 1321]
- sirwar-headline-line2: ಕ್ರಿಯಾಯೋಜನೆ ಪ್ರಕಾರ ಕಾಮಗಾರಿ ಮಾಡಿ ಪಟ್ಟಣದ ಜನರಿಗೆ ಮೂಲಭೂತ ಸೌಕರ್ಯ ಕಲ್ಪಿಸುವಂತೆ ಆಗ್ರಹ: [94, 958, 522, 973]
- headline-underline: [626, 566, 910, 567]
- issue-day: ಶುಕ್ರವಾರ: [876, 38, 908, 51]
- youth-event-photo: [626, 580, 910, 753]
